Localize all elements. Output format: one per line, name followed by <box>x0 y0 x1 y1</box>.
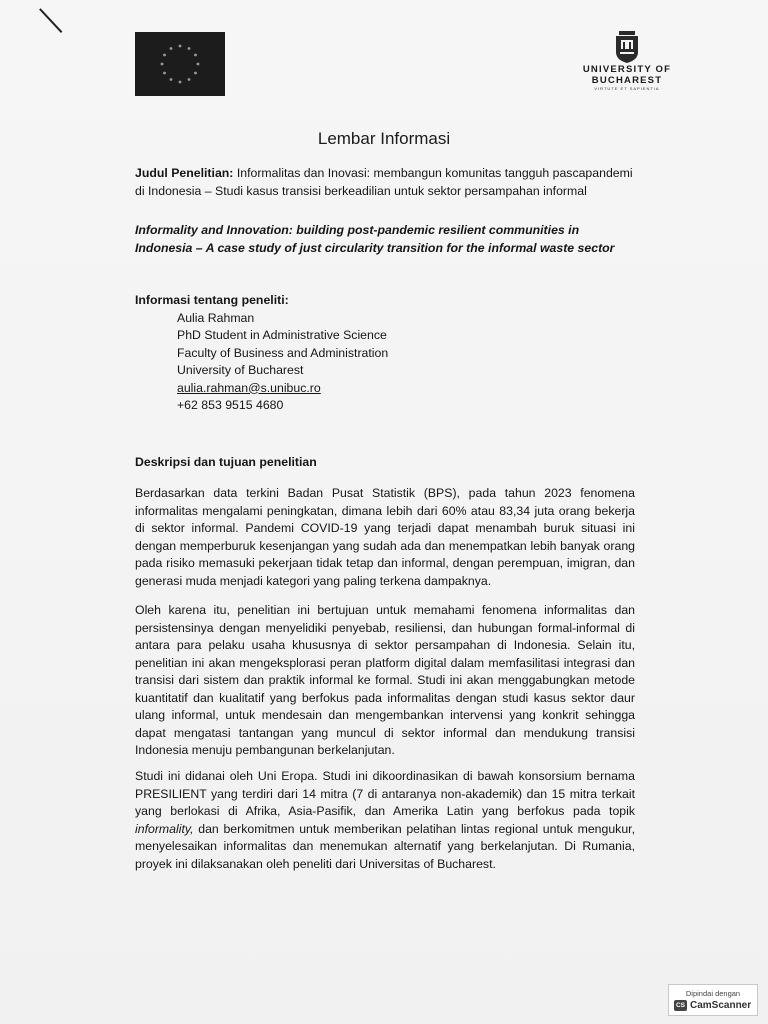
researcher-phone: +62 853 9515 4680 <box>177 398 284 412</box>
researcher-heading: Informasi tentang peneliti: <box>135 293 289 307</box>
researcher-info <box>135 292 635 415</box>
scan-mark <box>39 8 62 32</box>
research-title-id <box>135 165 635 200</box>
paragraph-3-text-a: Studi ini didanai oleh Uni Eropa. Studi ini dikoordinasikan di bawah konsorsium bernama PRESILIENT yang terdiri dari 14 mitra (7 di antaranya non-akademik) dan 15 mitra terkait yang berlokasi di Afrika, Asia-Pasifik, dan Amerika Latin yang berfokus pada topik <box>135 769 635 818</box>
watermark-brand: CamScanner <box>690 1000 752 1011</box>
description-paragraph-2: Oleh karena itu, penelitian ini bertujuan untuk memahami fenomena informalitas dan persistensinya dengan menyelidiki penyebab, resiliensi, dan hubungan formal-informal di antara para pelaku usaha khususnya di sektor persampahan di Indonesia. Selain itu, penelitian ini akan mengeksplorasi peran platform digital dalam memfasilitasi integrasi dan transisi dari sistem dan praktik informal ke formal. Studi ini akan menggabungkan metode kuantitatif dan kualitatif yang berfokus pada informalitas dengan studi kasus sektor daur ulang informal, untuk mendesain dan mengembankan intervensi yang konkrit sehingga dapat mengatasi tantangan yang muncul di sektor informal dan mendukung transisi Indonesia menuju pembangunan berkelanjutan. <box>135 603 635 757</box>
camscanner-watermark <box>668 984 758 1016</box>
researcher-name: Aulia Rahman <box>177 310 255 325</box>
researcher-position: PhD Student in Administrative Science <box>177 328 387 342</box>
page-title: Lembar Informasi <box>317 129 451 148</box>
university-name-line2: BUCHAREST <box>591 75 663 86</box>
paragraph-3-italic-term: informality, <box>135 821 194 836</box>
researcher-email-link[interactable]: aulia.rahman@s.unibuc.ro <box>177 380 321 395</box>
research-title-text-id: Informalitas dan Inovasi: membangun komunitas tangguh pascapandemi di Indonesia – Studi kasus transisi berkeadilian untuk sektor persampahan informal <box>135 166 633 198</box>
researcher-faculty: Faculty of Business and Administration <box>177 345 389 360</box>
university-logo <box>582 30 672 91</box>
research-title-label: Judul Penelitian: <box>135 166 234 180</box>
researcher-university: University of Bucharest <box>177 363 304 377</box>
university-crest-icon <box>613 30 641 64</box>
description-heading: Deskripsi dan tujuan penelitian <box>135 455 317 469</box>
paragraph-3-text-b: dan berkomitmen untuk memberikan pelatihan lintas regional untuk mengukur, menyelesaikan informalitas dan menemukan alternatif yang berkelanjutan. Di Rumania, proyek ini dilaksanakan oleh peneliti dari Universitas of Bucharest. <box>135 821 635 871</box>
university-motto: VIRTUTE ET SAPIENTIA <box>594 86 660 91</box>
eu-flag-logo <box>135 32 225 96</box>
research-title-text-en: Informality and Innovation: building post-pandemic resilient communities in Indonesia – A case study of just circularity transition for the informal waste sector <box>135 223 615 255</box>
university-name-line1: UNIVERSITY OF <box>582 64 672 75</box>
description-paragraph-1: Berdasarkan data terkini Badan Pusat Statistik (BPS), pada tahun 2023 fenomena informalitas mengalami peningkatan, dimana lebih dari 60% atau 83,34 juta orang bekerja di sektor informal. Pandemi COVID-19 yang terjadi dapat menambah buruk situasi ini dengan memperburuk kesenjangan yang sudah ada dan menempatkan lebih banyak orang pada risiko memasuki pekerjaan tidak tetap dan informal, dengan perempuan, imigran, dan generasi muda menjadi kategori yang paling terkena dampaknya. <box>135 486 635 588</box>
description-paragraph-3 <box>135 768 635 873</box>
watermark-caption: Dipindai dengan <box>685 989 741 998</box>
camscanner-icon: CS <box>675 1002 686 1009</box>
